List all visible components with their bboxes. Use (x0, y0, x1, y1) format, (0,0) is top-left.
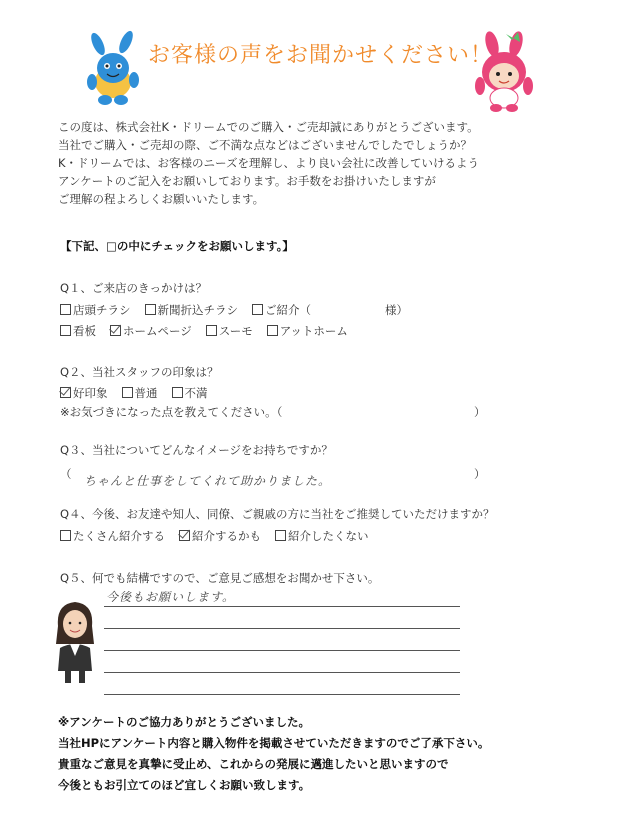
checkbox[interactable] (60, 530, 71, 541)
q4-question: Q４、今後、お友達や知人、同僚、ご親戚の方に当社をご推奨していただけますか？ (60, 507, 495, 521)
q1-option-storefront-flyer[interactable] (60, 302, 131, 318)
checkbox-checked[interactable] (60, 387, 71, 398)
checkbox[interactable] (206, 325, 217, 336)
instruction-heading: 【下記、□の中にチェックをお願いします。】 (60, 239, 294, 253)
option-label: 看板 (73, 324, 96, 338)
q2-options (60, 385, 222, 401)
q1-options-row2 (60, 323, 362, 339)
checkbox[interactable] (275, 530, 286, 541)
option-label: 紹介したくない (288, 529, 369, 543)
q3-open-paren: （ (60, 467, 72, 481)
q1-option-referral[interactable] (252, 302, 311, 318)
q1-options-row1 (60, 302, 408, 318)
q1-option-newspaper-insert[interactable] (145, 302, 239, 318)
checkbox[interactable] (122, 387, 133, 398)
option-label: スーモ (218, 324, 253, 338)
option-label: ご紹介（ (265, 303, 311, 317)
q5-question: Q５、何でも結構ですので、ご意見ご感想をお聞かせ下さい。 (60, 571, 380, 585)
q5-handwritten-answer: 今後もお願いします。 (106, 590, 236, 604)
intro-line: この度は、株式会社K・ドリームでのご購入・ご売却誠にありがとうございます。 (58, 120, 479, 134)
answer-line (104, 606, 460, 607)
checkbox[interactable] (267, 325, 278, 336)
option-label: 不満 (184, 386, 208, 400)
q3-close-paren: ） (474, 467, 486, 481)
checkbox-checked[interactable] (179, 530, 190, 541)
intro-line: ご理解の程よろしくお願いいたします。 (58, 192, 265, 206)
checkbox[interactable] (252, 304, 263, 315)
footer-line: ※アンケートのご協力ありがとうございました。 (58, 715, 310, 729)
option-label: 紹介するかも (192, 529, 261, 543)
q4-option-no[interactable] (275, 528, 369, 544)
option-label: ホームページ (123, 324, 192, 338)
q2-option-good[interactable] (60, 385, 108, 401)
q1-option-homepage[interactable] (110, 323, 192, 339)
q2-note-close: ） (474, 405, 486, 419)
checkbox-checked[interactable] (110, 325, 121, 336)
q3-question: Q３、当社についてどんなイメージをお持ちですか？ (60, 443, 333, 457)
footer-text (58, 712, 489, 796)
q2-question: Q２、当社スタッフの印象は？ (60, 365, 219, 379)
footer-line: 今後ともお引立てのほど宜しくお願い致します。 (58, 778, 311, 792)
answer-line (104, 628, 460, 629)
option-label: 普通 (134, 386, 158, 400)
checkbox[interactable] (60, 304, 71, 315)
page-title: お客様の声をお聞かせください！ (148, 43, 494, 68)
staff-portrait-illustration (50, 596, 100, 686)
option-label: たくさん紹介する (73, 529, 165, 543)
q1-option-athome[interactable] (267, 323, 348, 339)
q2-note: ※お気づきになった点を教えてください。（ (60, 405, 283, 419)
answer-line (104, 694, 460, 695)
checkbox[interactable] (172, 387, 183, 398)
q1-option-signboard[interactable] (60, 323, 96, 339)
q2-option-normal[interactable] (122, 385, 158, 401)
answer-line (104, 650, 460, 651)
answer-line (104, 672, 460, 673)
option-label: 好印象 (73, 386, 108, 400)
q4-option-definitely[interactable] (60, 528, 165, 544)
intro-line: K・ドリームでは、お客様のニーズを理解し、より良い会社に改善していけるよう (58, 156, 479, 170)
q1-option-suumo[interactable] (206, 323, 253, 339)
intro-line: アンケートのご記入をお願いしております。お手数をお掛けいたしますが (58, 174, 436, 188)
q1-question: Q１、ご来店のきっかけは？ (60, 281, 208, 295)
footer-line: 貴重なご意見を真摯に受止め、これからの発展に邁進したいと思いますので (58, 757, 449, 771)
q2-option-dissatisfied[interactable] (172, 385, 208, 401)
option-label: 新聞折込チラシ (157, 303, 238, 317)
intro-text (58, 118, 479, 208)
intro-line: 当社でご購入・ご売却の際、ご不満な点などはございませんでしたでしょうか？ (58, 138, 472, 152)
checkbox[interactable] (60, 325, 71, 336)
checkbox[interactable] (145, 304, 156, 315)
q4-options (60, 528, 383, 544)
option-label: 店頭チラシ (73, 303, 131, 317)
q3-handwritten-answer: ちゃんと仕事をしてくれて助かりました。 (84, 474, 332, 488)
option-label: アットホーム (279, 324, 348, 338)
blue-mascot-illustration (78, 30, 148, 110)
footer-line: 当社HPにアンケート内容と購入物件を掲載させていただきますのでご了承下さい。 (58, 736, 490, 750)
referral-name-suffix: 様） (385, 303, 408, 317)
q4-option-maybe[interactable] (179, 528, 261, 544)
